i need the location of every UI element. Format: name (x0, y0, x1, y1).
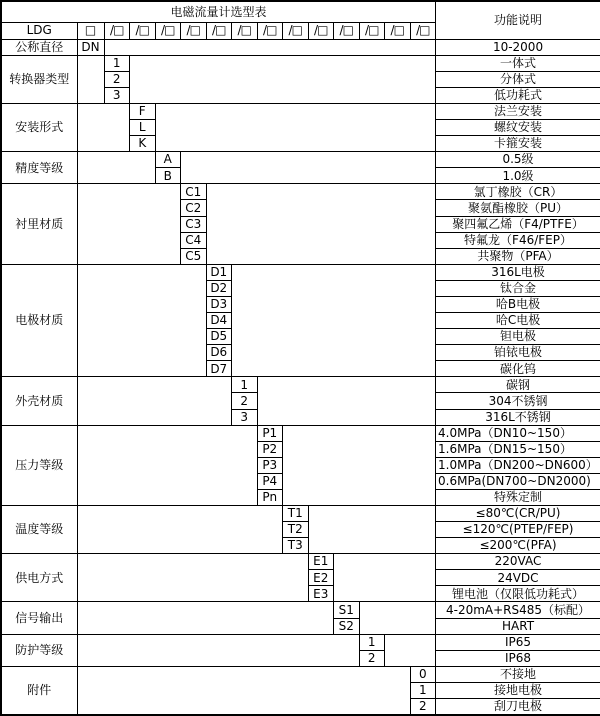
option-code: S2 (334, 618, 360, 634)
option-code: 3 (104, 87, 130, 103)
option-code: P4 (257, 473, 283, 489)
code-slot-cell: /□ (232, 22, 258, 39)
option-code: T3 (283, 538, 309, 554)
option-code: 1 (232, 377, 258, 393)
empty-span (77, 264, 206, 377)
code-slot-cell: /□ (359, 22, 385, 39)
option-function: 4.0MPa（DN10~150） (436, 425, 600, 441)
option-function: 316L不锈钢 (436, 409, 600, 425)
option-code: B (155, 168, 181, 184)
option-function: 304不锈钢 (436, 393, 600, 409)
option-function: 聚氨酯橡胶（PU） (436, 200, 600, 216)
option-function: 哈C电极 (436, 313, 600, 329)
empty-span (104, 39, 436, 55)
diameter-function: 10-2000 (436, 39, 600, 55)
option-function: 聚四氟乙烯（F4/PTFE） (436, 216, 600, 232)
option-function: 分体式 (436, 71, 600, 87)
option-function: 碳化钨 (436, 361, 600, 377)
option-code: E1 (308, 554, 334, 570)
empty-span (232, 264, 436, 377)
option-code: 2 (104, 71, 130, 87)
model-prefix-cell: LDG (1, 22, 77, 39)
group-label: 精度等级 (1, 152, 77, 184)
option-function: HART (436, 618, 600, 634)
code-slot-cell: /□ (308, 22, 334, 39)
group-label: 外壳材质 (1, 377, 77, 425)
option-code: D6 (206, 345, 232, 361)
option-function: ≤120℃(PTEP/FEP) (436, 522, 600, 538)
code-slot-cell: /□ (104, 22, 130, 39)
option-function: 220VAC (436, 554, 600, 570)
group-label: 温度等级 (1, 505, 77, 553)
group-label: 转换器类型 (1, 55, 77, 103)
group-label: 电极材质 (1, 264, 77, 377)
option-function: 铂铱电极 (436, 345, 600, 361)
empty-span (257, 377, 436, 425)
option-code: K (130, 136, 156, 152)
option-function: 共聚物（PFA） (436, 248, 600, 264)
option-function: 不接地 (436, 666, 600, 682)
option-function: 锂电池（仅限低功耗式） (436, 586, 600, 602)
option-function: 特殊定制 (436, 489, 600, 505)
empty-span (334, 554, 436, 602)
option-code: Pn (257, 489, 283, 505)
option-function: 一体式 (436, 55, 600, 71)
option-function: 24VDC (436, 570, 600, 586)
option-function: 法兰安装 (436, 104, 600, 120)
empty-span (77, 634, 359, 666)
table-title: 电磁流量计选型表 (1, 1, 436, 22)
option-function: 低功耗式 (436, 87, 600, 103)
option-code: E2 (308, 570, 334, 586)
option-function: 1.0级 (436, 168, 600, 184)
option-code: 0 (410, 666, 436, 682)
option-code: D1 (206, 264, 232, 280)
option-code: C1 (181, 184, 207, 200)
option-function: 1.6MPa（DN15~150） (436, 441, 600, 457)
code-box-cell: □ (77, 22, 104, 39)
option-code: T1 (283, 505, 309, 521)
empty-span (359, 602, 436, 634)
option-code: C5 (181, 248, 207, 264)
code-slot-cell: /□ (283, 22, 309, 39)
option-function: 刮刀电极 (436, 698, 600, 715)
code-slot-cell: /□ (385, 22, 411, 39)
option-code: S1 (334, 602, 360, 618)
group-label: 衬里材质 (1, 184, 77, 264)
option-code: 2 (410, 698, 436, 715)
code-slot-cell: /□ (181, 22, 207, 39)
empty-span (283, 425, 436, 505)
option-function: 氯丁橡胶（CR） (436, 184, 600, 200)
empty-span (77, 104, 130, 152)
option-function: 0.5级 (436, 152, 600, 168)
option-code: D2 (206, 280, 232, 296)
empty-span (77, 184, 181, 264)
empty-span (155, 104, 436, 152)
empty-span (77, 55, 104, 103)
group-label: 安装形式 (1, 104, 77, 152)
empty-span (308, 505, 436, 553)
code-slot-cell: /□ (155, 22, 181, 39)
code-slot-cell: /□ (206, 22, 232, 39)
option-code: 3 (232, 409, 258, 425)
group-label: 信号输出 (1, 602, 77, 634)
option-function: 螺纹安装 (436, 120, 600, 136)
option-function: IP65 (436, 634, 600, 650)
diameter-label: 公称直径 (1, 39, 77, 55)
option-code: P1 (257, 425, 283, 441)
option-code: C2 (181, 200, 207, 216)
option-function: ≤80℃(CR/PU) (436, 505, 600, 521)
option-code: D3 (206, 296, 232, 312)
empty-span (77, 152, 155, 184)
option-code: P3 (257, 457, 283, 473)
diameter-code: DN (77, 39, 104, 55)
empty-span (77, 666, 410, 715)
option-code: 1 (104, 55, 130, 71)
empty-span (77, 505, 283, 553)
option-function: 特氟龙（F46/FEP） (436, 232, 600, 248)
option-code: C3 (181, 216, 207, 232)
option-function: 钽电极 (436, 329, 600, 345)
option-code: 1 (359, 634, 385, 650)
option-function: 哈B电极 (436, 296, 600, 312)
option-function: 接地电极 (436, 682, 600, 698)
code-slot-cell: /□ (130, 22, 156, 39)
option-function: IP68 (436, 650, 600, 666)
option-code: P2 (257, 441, 283, 457)
option-function: 卡箍安装 (436, 136, 600, 152)
empty-span (206, 184, 436, 264)
option-function: 4-20mA+RS485（标配） (436, 602, 600, 618)
option-function: 碳钢 (436, 377, 600, 393)
option-code: D4 (206, 313, 232, 329)
option-function: 0.6MPa(DN700~DN2000) (436, 473, 600, 489)
group-label: 防护等级 (1, 634, 77, 666)
option-code: D5 (206, 329, 232, 345)
option-code: T2 (283, 522, 309, 538)
group-label: 供电方式 (1, 554, 77, 602)
option-code: 2 (359, 650, 385, 666)
option-function: 316L电极 (436, 264, 600, 280)
option-code: 1 (410, 682, 436, 698)
option-code: D7 (206, 361, 232, 377)
code-slot-cell: /□ (257, 22, 283, 39)
empty-span (77, 377, 232, 425)
option-code: C4 (181, 232, 207, 248)
option-function: ≤200℃(PFA) (436, 538, 600, 554)
option-code: A (155, 152, 181, 168)
code-slot-cell: /□ (334, 22, 360, 39)
code-slot-cell: /□ (410, 22, 436, 39)
function-column-header: 功能说明 (436, 1, 600, 39)
option-function: 1.0MPa（DN200~DN600） (436, 457, 600, 473)
empty-span (181, 152, 436, 184)
empty-span (385, 634, 436, 666)
option-code: 2 (232, 393, 258, 409)
empty-span (77, 554, 308, 602)
group-label: 压力等级 (1, 425, 77, 505)
group-label: 附件 (1, 666, 77, 715)
empty-span (130, 55, 436, 103)
empty-span (77, 602, 334, 634)
option-code: E3 (308, 586, 334, 602)
option-code: F (130, 104, 156, 120)
option-function: 钛合金 (436, 280, 600, 296)
option-code: L (130, 120, 156, 136)
empty-span (77, 425, 257, 505)
